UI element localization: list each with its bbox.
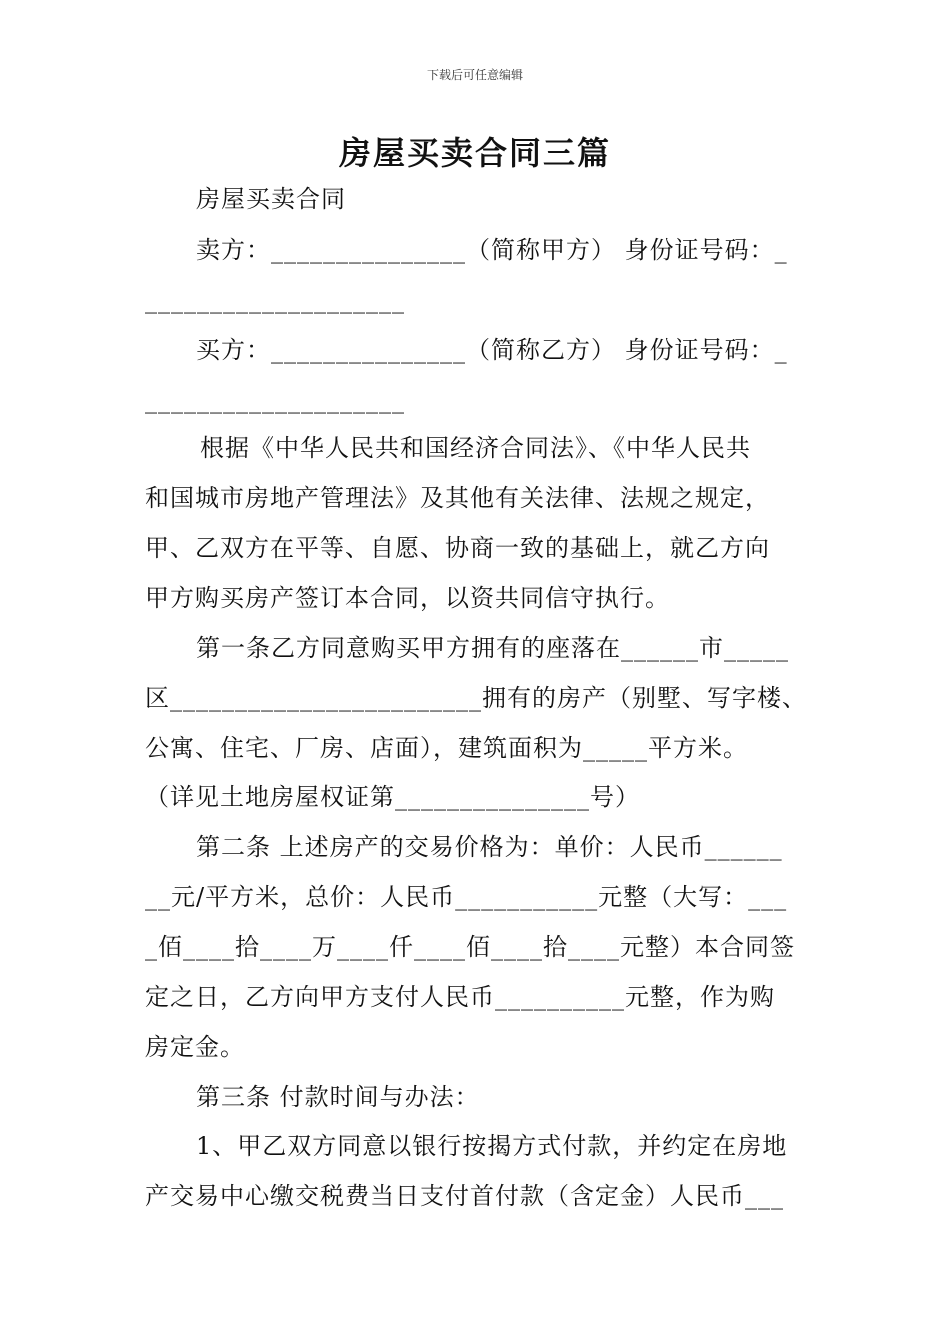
paragraph-line: 根据《中华人民共和国经济合同法》、《中华人民共 [200,434,751,462]
article-two-line: 定之日，乙方向甲方支付人民币__________元整，作为购 [145,983,775,1011]
article-one-line: 第一条乙方同意购买甲方拥有的座落在______市_____ [196,634,789,662]
article-two-line: _佰____拾____万____仟____佰____拾____元整）本合同签 [145,933,795,961]
document-title: 房屋买卖合同三篇 [338,134,611,172]
article-two-line: __元/平方米，总价：人民币___________元整（大写：___ [145,883,788,911]
article-three-line: 1、甲乙双方同意以银行按揭方式付款，并约定在房地 [196,1132,788,1160]
header-note: 下载后可任意编辑 [426,68,523,82]
paragraph-line: 甲方购买房产签订本合同，以资共同信守执行。 [145,584,670,612]
article-one-line: （详见土地房屋权证第_______________号） [145,783,640,811]
article-three-heading: 第三条 付款时间与办法： [196,1083,480,1111]
buyer-id-blank: ____________________ [145,386,405,414]
article-one-line: 公寓、住宅、厂房、店面），建筑面积为_____平方米。 [145,734,748,762]
paragraph-line: 甲、乙双方在平等、自愿、协商一致的基础上，就乙方向 [145,534,770,562]
section-heading: 房屋买卖合同 [196,185,346,213]
article-three-line: 产交易中心缴交税费当日支付首付款（含定金）人民币___ [145,1182,784,1210]
article-one-line: 区________________________拥有的房产（别墅、写字楼、 [145,684,807,712]
seller-line: 卖方：_______________（简称甲方） 身份证号码：_ [196,236,788,264]
seller-id-blank: ____________________ [145,286,405,314]
article-two-line: 第二条 上述房产的交易价格为：单价：人民币______ [196,833,783,861]
article-two-line: 房定金。 [145,1033,245,1061]
buyer-line: 买方：_______________（简称乙方） 身份证号码：_ [196,336,788,364]
paragraph-line: 和国城市房地产管理法》及其他有关法律、法规之规定， [145,484,770,512]
